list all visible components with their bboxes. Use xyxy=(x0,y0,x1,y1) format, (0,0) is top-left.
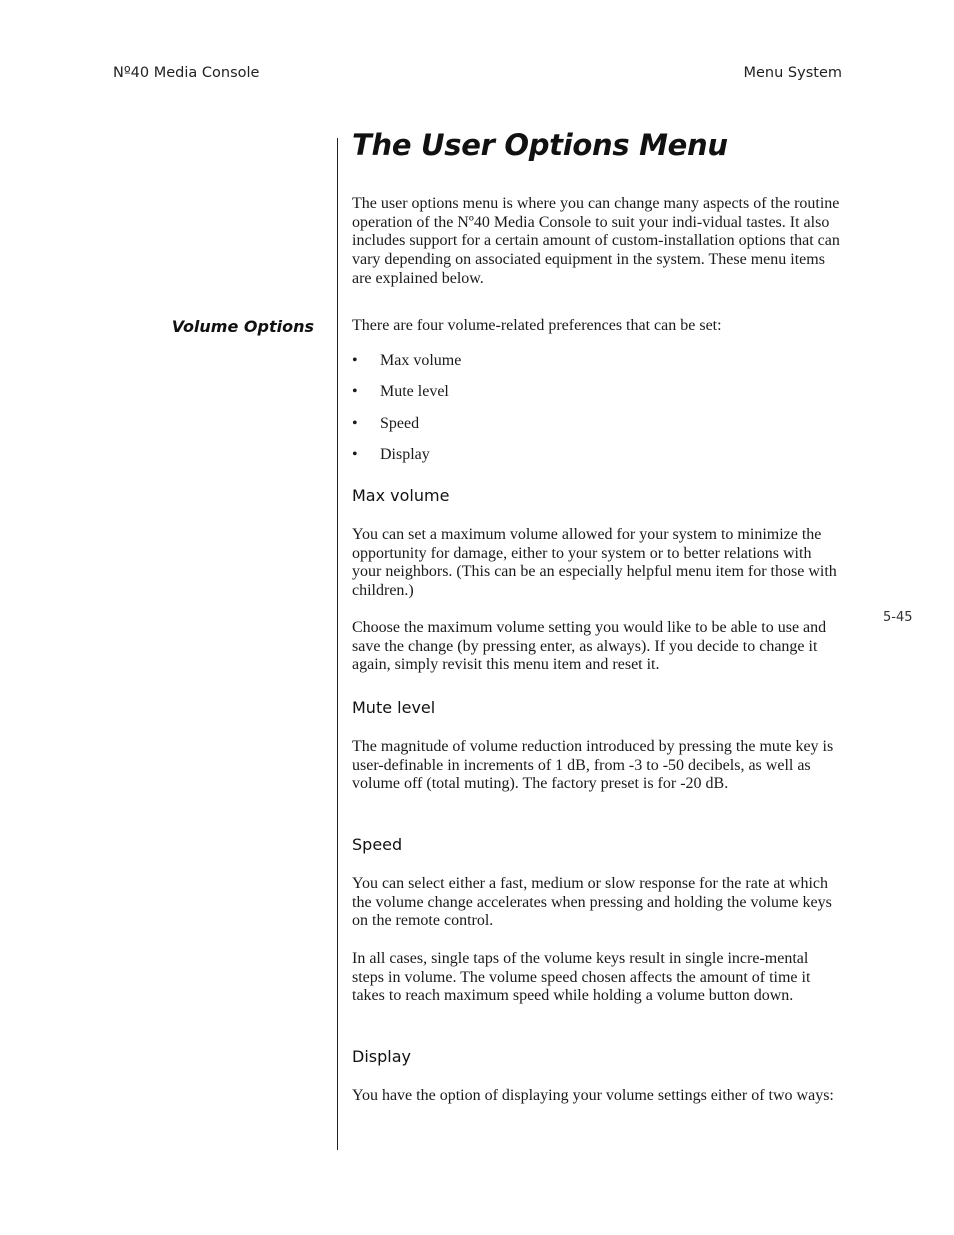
volume-options-heading: Volume Options xyxy=(171,317,314,336)
list-item-label: Speed xyxy=(380,414,420,432)
list-item xyxy=(352,445,461,476)
list-item xyxy=(352,351,461,382)
max-volume-paragraph-2: Choose the maximum volume setting you would like to be able to use and save the change (by pressing enter, as always). If you decide to change it again, simply revisit this menu item and reset it. xyxy=(352,619,827,674)
bullet-icon: • xyxy=(352,352,358,369)
display-heading: Display xyxy=(352,1047,411,1066)
running-header-left: Nº40 Media Console xyxy=(113,65,260,81)
max-volume-paragraph-1: You can set a maximum volume allowed for your system to minimize the opportunity for damage, either to your system or to better relations with your neighbors. (This can be an especially helpful menu item for those with children.) xyxy=(352,526,837,600)
mute-level-heading: Mute level xyxy=(352,698,436,717)
list-item-label: Mute level xyxy=(380,383,449,401)
mute-level-paragraph: The magnitude of volume reduction introduced by pressing the mute key is user-definable in increments of 1 dB, from -3 to -50 decibels, as well as volume off (total muting). The factory preset is for -20 dB. xyxy=(352,738,834,793)
page-title: The User Options Menu xyxy=(352,128,728,162)
display-paragraph: You have the option of displaying your volume settings either of two ways: xyxy=(352,1087,834,1104)
max-volume-heading: Max volume xyxy=(352,486,450,505)
list-item xyxy=(352,382,461,413)
list-item-label: Display xyxy=(380,445,430,463)
bullet-icon: • xyxy=(352,414,358,432)
volume-options-lead: There are four volume-related preferences that can be set: xyxy=(352,317,722,334)
list-item xyxy=(352,414,461,445)
volume-options-list xyxy=(352,351,461,476)
speed-paragraph-2: In all cases, single taps of the volume keys result in single incre-mental steps in volume. The volume speed chosen affects the amount of time it takes to reach maximum speed while holding a volume button down. xyxy=(352,950,811,1005)
vertical-rule xyxy=(337,138,338,1150)
list-item-label: Max volume xyxy=(380,352,462,369)
bullet-icon: • xyxy=(352,445,358,463)
page-number: 5-45 xyxy=(883,610,913,625)
bullet-icon: • xyxy=(352,383,358,401)
speed-paragraph-1: You can select either a fast, medium or slow response for the rate at which the volume change accelerates when pressing and holding the volume keys on the remote control. xyxy=(352,875,832,930)
speed-heading: Speed xyxy=(352,835,403,854)
running-header-right: Menu System xyxy=(743,65,842,81)
intro-paragraph: The user options menu is where you can change many aspects of the routine operation of the Nº40 Media Console to suit your indi-vidual tastes. It also includes support for a certain amount of custom-installation options that can vary depending on associated equipment in the system. These menu items are explained below. xyxy=(352,195,840,287)
